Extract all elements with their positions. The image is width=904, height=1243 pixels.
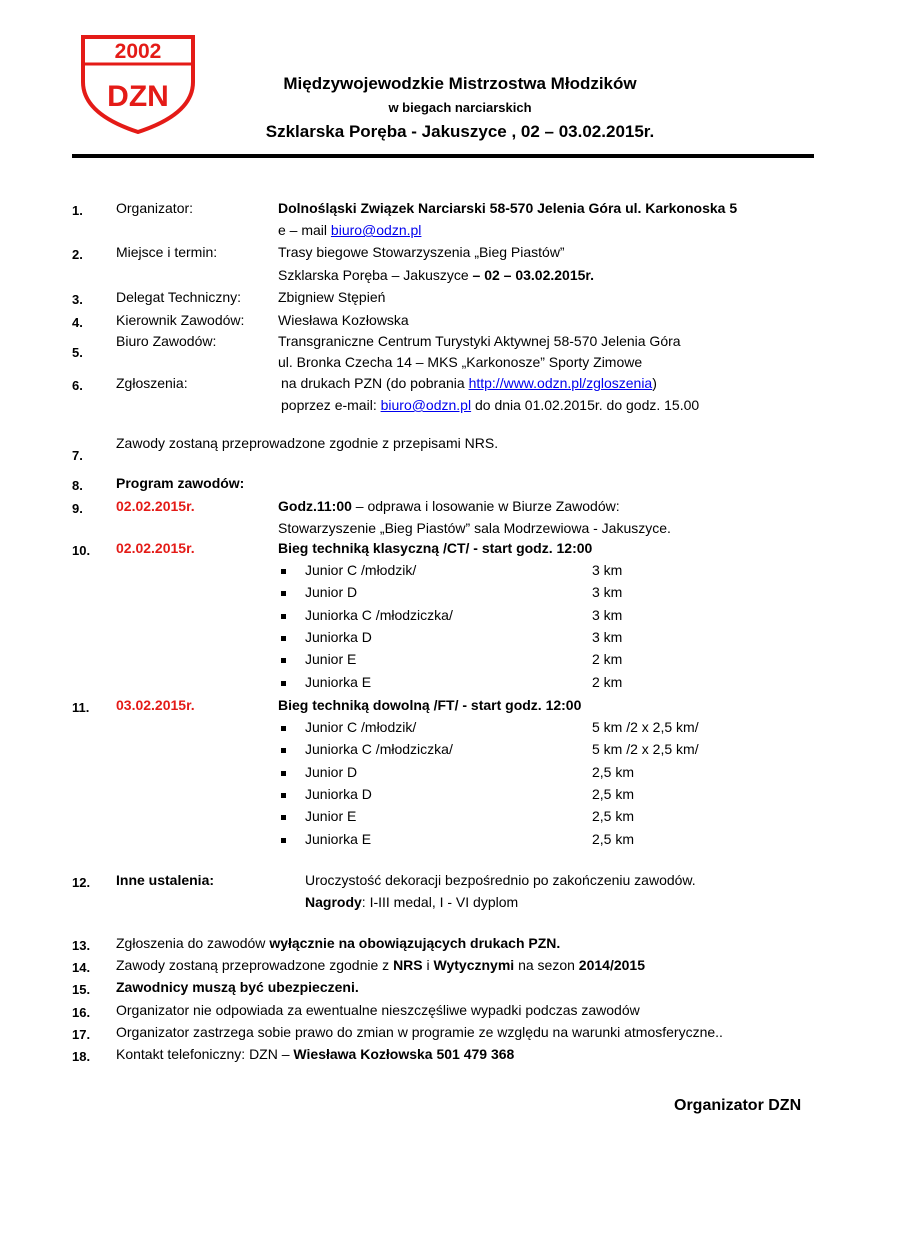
bullet-icon	[281, 838, 286, 843]
prizes-label: Nagrody	[305, 894, 362, 910]
entries-deadline: do dnia 01.02.2015r. do godz. 15.00	[471, 397, 700, 413]
entries-email-prefix: poprzez e-mail:	[281, 397, 381, 413]
header-divider	[72, 154, 814, 158]
venue-date-line	[278, 267, 594, 283]
race-category: Juniorka E	[305, 673, 372, 690]
svg-text:DZN: DZN	[107, 80, 169, 113]
item-number: 13.	[72, 938, 91, 953]
venue-place: Szklarska Poręba – Jakuszyce	[278, 267, 473, 283]
item-label: Delegat Techniczny:	[116, 289, 242, 305]
bullet-icon	[281, 658, 286, 663]
season-bold-2: Wytycznymi	[433, 957, 515, 973]
season-text-1: Zawody zostaną przeprowadzone zgodnie z	[116, 957, 394, 973]
race-distance: 2,5 km	[592, 830, 635, 847]
race-distance: 2 km	[592, 673, 623, 690]
race-category: Juniorka C /młodziczka/	[305, 741, 453, 758]
race-distance: 5 km /2 x 2,5 km/	[592, 719, 699, 735]
briefing-text: – odprawa i losowanie w Biurze Zawodów:	[351, 498, 620, 514]
prizes-text: : I-III medal, I - VI dyplom	[361, 894, 519, 910]
event-date: 02.02.2015r.	[116, 498, 195, 514]
event-date: 03.02.2015r.	[116, 697, 195, 713]
doc-subtitle: w biegach narciarskich	[388, 100, 532, 115]
race-category: Juniorka D	[305, 785, 372, 802]
race-category: Junior D	[305, 584, 358, 601]
race-distance: 2 km	[592, 651, 623, 668]
liability-note: Organizator nie odpowiada za ewentualne nieszczęśliwe wypadki podczas zawodów	[116, 1002, 640, 1018]
item-number: 17.	[72, 1027, 91, 1042]
changes-note: Organizator zastrzega sobie prawo do zmian w programie ze względu na warunki atmosferyczne..	[116, 1024, 723, 1040]
doc-location-date: Szklarska Poręba - Jakuszyce , 02 – 03.02.2015r.	[265, 122, 655, 141]
free-race-heading: Bieg techniką dowolną /FT/ - start godz. 12:00	[278, 697, 582, 713]
item-number: 6.	[72, 378, 83, 393]
office-line-2: ul. Bronka Czecha 14 – MKS „Karkonosze” Sporty Zimowe	[278, 354, 643, 370]
organizer-email-link[interactable]: biuro@odzn.pl	[330, 222, 422, 238]
signature: Organizator DZN	[674, 1097, 802, 1114]
svg-text:2002: 2002	[114, 40, 162, 63]
race-category: Junior E	[305, 808, 357, 825]
item-label: Organizator:	[116, 200, 194, 216]
item-label: Inne ustalenia:	[116, 872, 215, 888]
entries-line-2	[281, 397, 699, 413]
item-number: 9.	[72, 501, 83, 516]
entries-paren: )	[652, 375, 657, 391]
entries-rule-bold: wyłącznie na obowiązujących drukach PZN.	[269, 935, 561, 951]
organizer-email-line	[278, 222, 421, 238]
season-rules	[116, 957, 645, 973]
item-label: Miejsce i termin:	[116, 244, 218, 260]
race-category: Juniorka E	[305, 830, 372, 847]
race-distance: 3 km	[592, 606, 623, 623]
bullet-icon	[281, 614, 286, 619]
item-number: 8.	[72, 478, 83, 493]
contact-line	[116, 1046, 514, 1062]
season-text-3: na sezon	[514, 957, 579, 973]
bullet-icon	[281, 591, 286, 596]
email-prefix: e – mail	[278, 222, 331, 238]
bullet-icon	[281, 771, 286, 776]
item-number: 3.	[72, 292, 83, 307]
race-distance: 5 km /2 x 2,5 km/	[592, 741, 699, 758]
item-number: 16.	[72, 1005, 91, 1020]
entries-form-link[interactable]: http://www.odzn.pl/zgloszenia	[468, 375, 653, 391]
race-category: Junior E	[305, 651, 357, 668]
briefing-time: Godz.11:00	[278, 498, 352, 514]
competition-manager: Wiesława Kozłowska	[278, 312, 409, 328]
item-number: 18.	[72, 1049, 91, 1064]
rules-statement: Zawody zostaną przeprowadzone zgodnie z przepisami NRS.	[116, 435, 499, 451]
item-number: 1.	[72, 203, 83, 218]
bullet-icon	[281, 726, 286, 731]
dzn-logo	[80, 34, 196, 134]
item-number: 2.	[72, 247, 83, 262]
entries-email-link[interactable]: biuro@odzn.pl	[380, 397, 472, 413]
race-category: Junior D	[305, 763, 358, 780]
briefing-venue: Stowarzyszenie „Bieg Piastów” sala Modrzewiowa - Jakuszyce.	[278, 520, 671, 536]
race-distance: 2,5 km	[592, 763, 635, 780]
item-number: 5.	[72, 345, 83, 360]
race-distance: 3 km	[592, 628, 623, 645]
ceremony-text: Uroczystość dekoracji bezpośrednio po zakończeniu zawodów.	[305, 872, 696, 888]
race-category: Junior C /młodzik/	[305, 719, 417, 735]
venue-line: Trasy biegowe Stowarzyszenia „Bieg Piastów”	[278, 244, 565, 260]
item-label: Kierownik Zawodów:	[116, 312, 245, 328]
bullet-icon	[281, 748, 286, 753]
race-category: Juniorka D	[305, 628, 372, 645]
bullet-icon	[281, 681, 286, 686]
office-line-1: Transgraniczne Centrum Turystyki Aktywnej 58-570 Jelenia Góra	[278, 333, 681, 349]
entries-text: na drukach PZN (do pobrania	[281, 375, 469, 391]
entries-rule	[116, 935, 560, 951]
classic-race-heading: Bieg techniką klasyczną /CT/ - start godz. 12:00	[278, 540, 593, 556]
bullet-icon	[281, 569, 286, 574]
doc-title: Międzywojewodzkie Mistrzostwa Młodzików	[283, 74, 637, 93]
item-number: 10.	[72, 543, 91, 558]
technical-delegate: Zbigniew Stępień	[278, 289, 386, 305]
item-number: 15.	[72, 982, 91, 997]
item-number: 14.	[72, 960, 91, 975]
item-number: 4.	[72, 315, 83, 330]
bullet-icon	[281, 793, 286, 798]
item-number: 11.	[72, 700, 90, 715]
race-category: Juniorka C /młodziczka/	[305, 606, 453, 623]
contact-text: Kontakt telefoniczny: DZN –	[116, 1046, 294, 1062]
season-bold-1: NRS	[393, 957, 423, 973]
season-text-2: i	[422, 957, 434, 973]
race-distance: 2,5 km	[592, 785, 635, 802]
venue-date: – 02 – 03.02.2015r.	[472, 267, 594, 283]
item-number: 12.	[72, 875, 91, 890]
prizes-line	[305, 894, 518, 910]
briefing-line	[278, 498, 620, 514]
item-label: Biuro Zawodów:	[116, 333, 217, 349]
event-date: 02.02.2015r.	[116, 540, 195, 556]
entries-rule-text: Zgłoszenia do zawodów	[116, 935, 270, 951]
bullet-icon	[281, 636, 286, 641]
insurance-note: Zawodnicy muszą być ubezpieczeni.	[116, 979, 359, 995]
item-label: Zgłoszenia:	[116, 375, 188, 391]
race-distance: 2,5 km	[592, 808, 635, 825]
season-bold-3: 2014/2015	[578, 957, 645, 973]
program-heading: Program zawodów:	[116, 475, 245, 491]
race-distance: 3 km	[592, 562, 623, 578]
bullet-icon	[281, 815, 286, 820]
race-category: Junior C /młodzik/	[305, 562, 417, 578]
organizer-name: Dolnośląski Związek Narciarski 58-570 Jelenia Góra ul. Karkonoska 5	[278, 200, 738, 216]
race-distance: 3 km	[592, 584, 623, 601]
contact-person-phone: Wiesława Kozłowska 501 479 368	[293, 1046, 515, 1062]
item-number: 7.	[72, 448, 83, 463]
entries-line-1	[281, 375, 657, 391]
